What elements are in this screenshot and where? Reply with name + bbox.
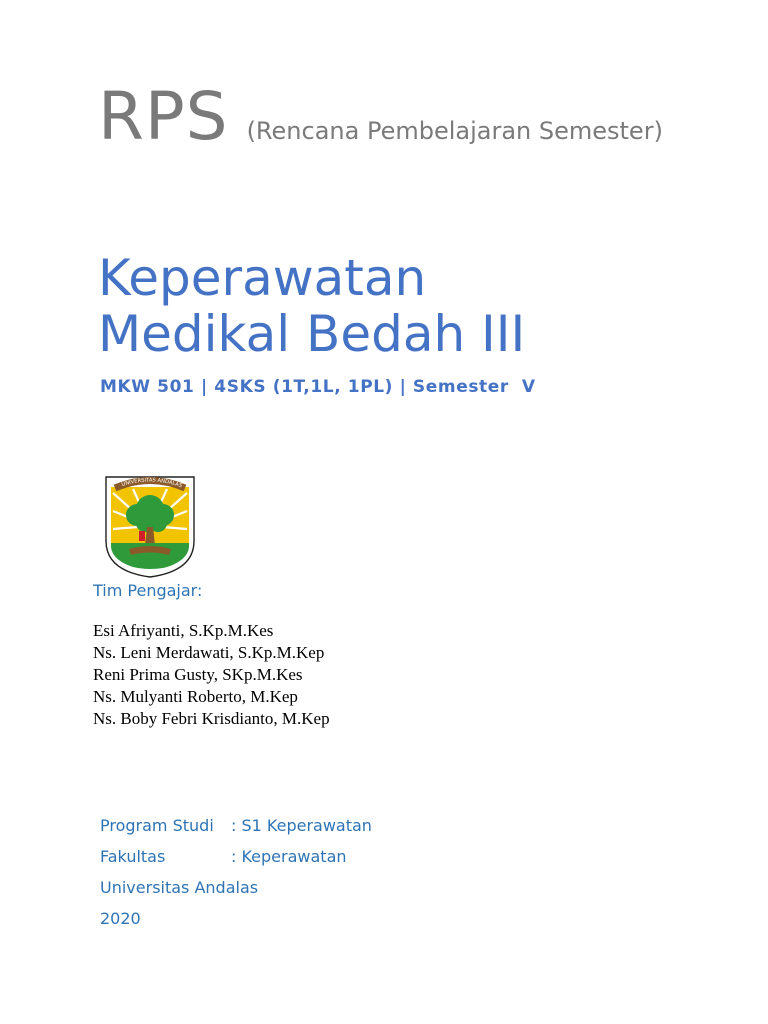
logo-red-mark bbox=[139, 531, 145, 541]
faculty-value: : Keperawatan bbox=[231, 847, 347, 866]
team-member: Ns. Boby Febri Krisdianto, M.Kep bbox=[93, 709, 330, 728]
program-label: Program Studi bbox=[100, 816, 214, 835]
university-logo bbox=[103, 471, 197, 579]
logo-arc-text: UNIVERSITAS ANDALAS bbox=[121, 477, 183, 490]
team-member: Reni Prima Gusty, SKp.M.Kes bbox=[93, 665, 303, 684]
program-row bbox=[100, 815, 372, 846]
faculty-label: Fakultas bbox=[100, 847, 166, 866]
document-heading bbox=[98, 78, 663, 155]
team-member-list bbox=[93, 620, 330, 730]
document-year: 2020 bbox=[100, 909, 141, 928]
program-info bbox=[100, 815, 372, 939]
program-value: : S1 Keperawatan bbox=[231, 816, 372, 835]
course-code-line: MKW 501 | 4SKS (1T,1L, 1PL) | Semester V bbox=[100, 377, 536, 397]
team-label: Tim Pengajar: bbox=[93, 581, 203, 600]
faculty-row bbox=[100, 846, 372, 877]
team-member: Esi Afriyanti, S.Kp.M.Kes bbox=[93, 621, 274, 640]
university-name: Universitas Andalas bbox=[100, 878, 259, 897]
course-title-line-2: Medikal Bedah III bbox=[98, 305, 526, 363]
rps-expansion: (Rencana Pembelajaran Semester) bbox=[246, 117, 663, 145]
course-title-line-1: Keperawatan bbox=[98, 249, 427, 307]
team-member: Ns. Leni Merdawati, S.Kp.M.Kep bbox=[93, 643, 325, 662]
rps-acronym: RPS bbox=[98, 78, 229, 155]
team-member: Ns. Mulyanti Roberto, M.Kep bbox=[93, 687, 298, 706]
course-title bbox=[98, 250, 525, 362]
